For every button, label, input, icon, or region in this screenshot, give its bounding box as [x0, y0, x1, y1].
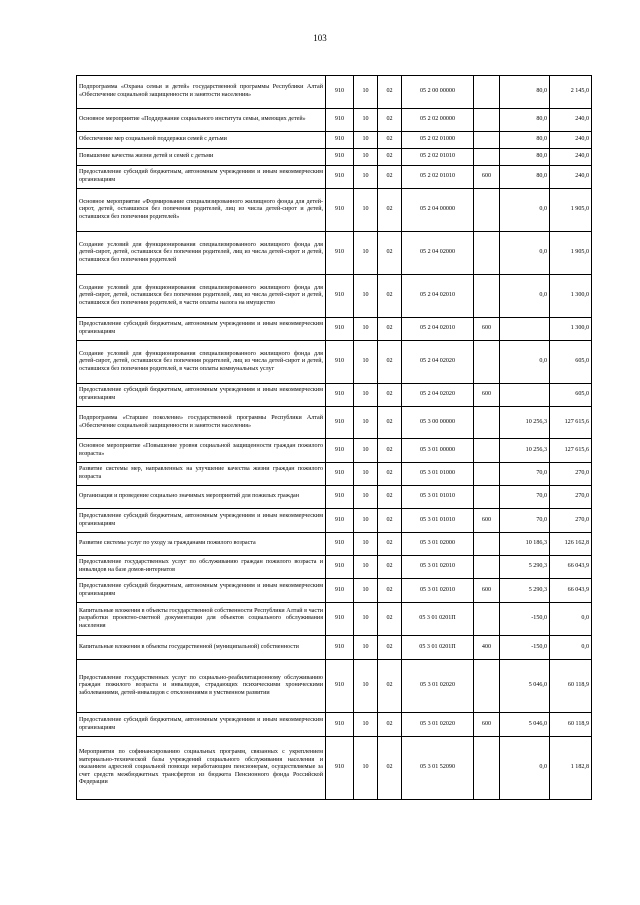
- amount-total-cell: 127 615,6: [550, 439, 592, 463]
- section-code-cell: 10: [354, 463, 378, 486]
- subsection-code-cell: 02: [378, 76, 402, 109]
- row-name-cell: Предоставление субсидий бюджетным, автономным учреждениям и иным некоммерческим организациям: [77, 509, 326, 533]
- section-code-cell: 10: [354, 713, 378, 737]
- table-row: [77, 76, 592, 109]
- amount-total-cell: 270,0: [550, 509, 592, 533]
- table-row: [77, 737, 592, 800]
- subsection-code-cell: 02: [378, 109, 402, 132]
- subsection-code-cell: 02: [378, 275, 402, 318]
- ministry-code-cell: 910: [326, 132, 354, 149]
- amount-total-cell: 1 905,0: [550, 232, 592, 275]
- row-name-cell: Повышение качества жизни детей и семей с детьми: [77, 149, 326, 166]
- target-article-cell: 05 3 01 02010: [402, 579, 474, 603]
- table-row: [77, 275, 592, 318]
- ministry-code-cell: 910: [326, 318, 354, 341]
- section-code-cell: 10: [354, 603, 378, 636]
- target-article-cell: 05 3 01 02020: [402, 660, 474, 713]
- table-row: [77, 341, 592, 384]
- ministry-code-cell: 910: [326, 556, 354, 579]
- subsection-code-cell: 02: [378, 166, 402, 189]
- target-article-cell: 05 2 02 01000: [402, 132, 474, 149]
- ministry-code-cell: 910: [326, 407, 354, 439]
- expense-type-cell: [474, 407, 500, 439]
- section-code-cell: 10: [354, 509, 378, 533]
- section-code-cell: 10: [354, 579, 378, 603]
- section-code-cell: 10: [354, 149, 378, 166]
- amount-change-cell: 0,0: [500, 232, 550, 275]
- amount-change-cell: 5 046,0: [500, 713, 550, 737]
- amount-change-cell: 70,0: [500, 509, 550, 533]
- row-name-cell: Предоставление субсидий бюджетным, автономным учреждениям и иным некоммерческим организациям: [77, 713, 326, 737]
- amount-change-cell: 70,0: [500, 463, 550, 486]
- expense-type-cell: [474, 533, 500, 556]
- target-article-cell: 05 3 01 02000: [402, 533, 474, 556]
- row-name-cell: Основное мероприятие «Поддержание социального института семьи, имеющих детей»: [77, 109, 326, 132]
- table-row: [77, 636, 592, 660]
- table-row: [77, 556, 592, 579]
- row-name-cell: Подпрограмма «Охрана семьи и детей» государственной программы Республики Алтай «Обеспечение социальной защищенности и занятости населения»: [77, 76, 326, 109]
- ministry-code-cell: 910: [326, 109, 354, 132]
- ministry-code-cell: 910: [326, 463, 354, 486]
- table-row: [77, 660, 592, 713]
- row-name-cell: Обеспечение мер социальной поддержки семей с детьми: [77, 132, 326, 149]
- row-name-cell: Предоставление государственных услуг по обслуживанию граждан пожилого возраста и инвалидов на базе домов-интернатов: [77, 556, 326, 579]
- row-name-cell: Предоставление субсидий бюджетным, автономным учреждениям и иным некоммерческим организациям: [77, 166, 326, 189]
- ministry-code-cell: 910: [326, 713, 354, 737]
- target-article-cell: 05 2 04 00000: [402, 189, 474, 232]
- subsection-code-cell: 02: [378, 533, 402, 556]
- amount-change-cell: -150,0: [500, 603, 550, 636]
- section-code-cell: 10: [354, 556, 378, 579]
- row-name-cell: Предоставление государственных услуг по социально-реабилитационному обслуживанию граждан пожилого возраста и инвалидов, страдающих психическими хроническими заболеваниями, детей-инвалидов с отклонениями в умственном развитии: [77, 660, 326, 713]
- row-name-cell: Развитие системы услуг по уходу за гражданами пожилого возраста: [77, 533, 326, 556]
- amount-total-cell: 1 300,0: [550, 318, 592, 341]
- section-code-cell: 10: [354, 189, 378, 232]
- table-row: [77, 109, 592, 132]
- table-row: [77, 189, 592, 232]
- subsection-code-cell: 02: [378, 636, 402, 660]
- ministry-code-cell: 910: [326, 636, 354, 660]
- target-article-cell: 05 2 02 01010: [402, 149, 474, 166]
- subsection-code-cell: 02: [378, 486, 402, 509]
- table-row: [77, 132, 592, 149]
- amount-change-cell: 10 186,3: [500, 533, 550, 556]
- row-name-cell: Подпрограмма «Старшее поколение» государственной программы Республики Алтай «Обеспечение социальной защищенности и занятости населения»: [77, 407, 326, 439]
- amount-change-cell: 5 290,3: [500, 579, 550, 603]
- section-code-cell: 10: [354, 275, 378, 318]
- subsection-code-cell: 02: [378, 232, 402, 275]
- table-row: [77, 166, 592, 189]
- amount-change-cell: 80,0: [500, 166, 550, 189]
- row-name-cell: Мероприятия по софинансированию социальных программ, связанных с укреплением материально-технической базы учреждений социального обслуживания населения и оказанием адресной социальной помощи неработающим пенсионерам, осуществляемые за счет средств межбюджетных трансфертов из бюджета Пенсионного фонда Российской Федерации: [77, 737, 326, 800]
- ministry-code-cell: 910: [326, 533, 354, 556]
- amount-total-cell: 0,0: [550, 603, 592, 636]
- target-article-cell: 05 2 04 02020: [402, 384, 474, 407]
- target-article-cell: 05 3 01 01000: [402, 463, 474, 486]
- amount-total-cell: 0,0: [550, 636, 592, 660]
- target-article-cell: 05 2 04 02020: [402, 341, 474, 384]
- ministry-code-cell: 910: [326, 232, 354, 275]
- subsection-code-cell: 02: [378, 439, 402, 463]
- row-name-cell: Капитальные вложения в объекты государственной (муниципальной) собственности: [77, 636, 326, 660]
- ministry-code-cell: 910: [326, 189, 354, 232]
- ministry-code-cell: 910: [326, 486, 354, 509]
- table-row: [77, 384, 592, 407]
- table-row: [77, 318, 592, 341]
- target-article-cell: 05 3 00 00000: [402, 407, 474, 439]
- table-row: [77, 463, 592, 486]
- amount-total-cell: 1 905,0: [550, 189, 592, 232]
- section-code-cell: 10: [354, 109, 378, 132]
- row-name-cell: Основное мероприятие «Повышение уровня социальной защищенности граждан пожилого возраста»: [77, 439, 326, 463]
- expense-type-cell: [474, 232, 500, 275]
- table-row: [77, 232, 592, 275]
- amount-change-cell: [500, 318, 550, 341]
- expense-type-cell: [474, 486, 500, 509]
- expense-type-cell: 600: [474, 509, 500, 533]
- section-code-cell: 10: [354, 166, 378, 189]
- ministry-code-cell: 910: [326, 166, 354, 189]
- expense-type-cell: 600: [474, 384, 500, 407]
- expense-type-cell: [474, 737, 500, 800]
- amount-total-cell: 1 182,8: [550, 737, 592, 800]
- page-number: 103: [313, 33, 327, 43]
- table-row: [77, 713, 592, 737]
- row-name-cell: Создание условий для функционирования специализированного жилищного фонда для детей-сирот, детей, оставшихся без попечения родителей, лиц из числа детей-сирот и детей, оставшихся без попечения родителей: [77, 232, 326, 275]
- amount-total-cell: 240,0: [550, 132, 592, 149]
- subsection-code-cell: 02: [378, 318, 402, 341]
- target-article-cell: 05 3 01 0201П: [402, 603, 474, 636]
- target-article-cell: 05 3 01 00000: [402, 439, 474, 463]
- ministry-code-cell: 910: [326, 149, 354, 166]
- amount-total-cell: 240,0: [550, 166, 592, 189]
- expense-type-cell: [474, 109, 500, 132]
- ministry-code-cell: 910: [326, 341, 354, 384]
- expense-type-cell: [474, 463, 500, 486]
- table-row: [77, 439, 592, 463]
- target-article-cell: 05 3 01 52090: [402, 737, 474, 800]
- section-code-cell: 10: [354, 486, 378, 509]
- subsection-code-cell: 02: [378, 556, 402, 579]
- amount-total-cell: 605,0: [550, 384, 592, 407]
- amount-total-cell: 605,0: [550, 341, 592, 384]
- row-name-cell: Предоставление субсидий бюджетным, автономным учреждениям и иным некоммерческим организациям: [77, 384, 326, 407]
- amount-change-cell: 10 256,3: [500, 439, 550, 463]
- amount-change-cell: [500, 384, 550, 407]
- expense-type-cell: 600: [474, 318, 500, 341]
- target-article-cell: 05 2 04 02000: [402, 232, 474, 275]
- ministry-code-cell: 910: [326, 439, 354, 463]
- table-row: [77, 603, 592, 636]
- expense-type-cell: [474, 660, 500, 713]
- amount-total-cell: 240,0: [550, 109, 592, 132]
- amount-total-cell: 2 145,0: [550, 76, 592, 109]
- amount-change-cell: 0,0: [500, 737, 550, 800]
- ministry-code-cell: 910: [326, 76, 354, 109]
- section-code-cell: 10: [354, 636, 378, 660]
- expense-type-cell: 600: [474, 166, 500, 189]
- subsection-code-cell: 02: [378, 713, 402, 737]
- target-article-cell: 05 3 01 01010: [402, 509, 474, 533]
- subsection-code-cell: 02: [378, 132, 402, 149]
- amount-total-cell: 60 118,9: [550, 713, 592, 737]
- row-name-cell: Развитие системы мер, направленных на улучшение качества жизни граждан пожилого возраста: [77, 463, 326, 486]
- amount-change-cell: 5 046,0: [500, 660, 550, 713]
- expense-type-cell: 600: [474, 579, 500, 603]
- table-row: [77, 533, 592, 556]
- amount-change-cell: -150,0: [500, 636, 550, 660]
- expense-type-cell: [474, 189, 500, 232]
- subsection-code-cell: 02: [378, 384, 402, 407]
- amount-change-cell: 0,0: [500, 341, 550, 384]
- target-article-cell: 05 2 04 02010: [402, 275, 474, 318]
- amount-change-cell: 5 290,3: [500, 556, 550, 579]
- section-code-cell: 10: [354, 660, 378, 713]
- section-code-cell: 10: [354, 318, 378, 341]
- amount-change-cell: 0,0: [500, 275, 550, 318]
- amount-total-cell: 270,0: [550, 463, 592, 486]
- row-name-cell: Основное мероприятие «Формирование специализированного жилищного фонда для детей-сирот, детей, оставшихся без попечения родителей, лиц из числа детей-сирот и детей, оставшихся без попечения родителей»: [77, 189, 326, 232]
- amount-total-cell: 126 162,8: [550, 533, 592, 556]
- amount-change-cell: 10 256,3: [500, 407, 550, 439]
- subsection-code-cell: 02: [378, 660, 402, 713]
- subsection-code-cell: 02: [378, 189, 402, 232]
- section-code-cell: 10: [354, 384, 378, 407]
- target-article-cell: 05 3 01 02020: [402, 713, 474, 737]
- section-code-cell: 10: [354, 737, 378, 800]
- expense-type-cell: [474, 341, 500, 384]
- section-code-cell: 10: [354, 232, 378, 275]
- ministry-code-cell: 910: [326, 579, 354, 603]
- expense-type-cell: 600: [474, 713, 500, 737]
- target-article-cell: 05 2 02 00000: [402, 109, 474, 132]
- amount-change-cell: 80,0: [500, 76, 550, 109]
- table-row: [77, 579, 592, 603]
- subsection-code-cell: 02: [378, 509, 402, 533]
- expense-type-cell: [474, 439, 500, 463]
- section-code-cell: 10: [354, 132, 378, 149]
- subsection-code-cell: 02: [378, 579, 402, 603]
- ministry-code-cell: 910: [326, 737, 354, 800]
- table-row: [77, 486, 592, 509]
- amount-total-cell: 66 043,9: [550, 556, 592, 579]
- ministry-code-cell: 910: [326, 384, 354, 407]
- ministry-code-cell: 910: [326, 603, 354, 636]
- expense-type-cell: 400: [474, 636, 500, 660]
- section-code-cell: 10: [354, 439, 378, 463]
- target-article-cell: 05 2 02 01010: [402, 166, 474, 189]
- subsection-code-cell: 02: [378, 603, 402, 636]
- expense-type-cell: [474, 275, 500, 318]
- table-row: [77, 149, 592, 166]
- amount-total-cell: 127 615,6: [550, 407, 592, 439]
- amount-change-cell: 0,0: [500, 189, 550, 232]
- budget-table: [76, 75, 592, 800]
- subsection-code-cell: 02: [378, 463, 402, 486]
- amount-total-cell: 66 043,9: [550, 579, 592, 603]
- target-article-cell: 05 3 01 02010: [402, 556, 474, 579]
- amount-total-cell: 240,0: [550, 149, 592, 166]
- ministry-code-cell: 910: [326, 275, 354, 318]
- amount-change-cell: 80,0: [500, 109, 550, 132]
- amount-change-cell: 80,0: [500, 132, 550, 149]
- ministry-code-cell: 910: [326, 660, 354, 713]
- expense-type-cell: [474, 149, 500, 166]
- amount-total-cell: 270,0: [550, 486, 592, 509]
- row-name-cell: Организация и проведение социально значимых мероприятий для пожилых граждан: [77, 486, 326, 509]
- table-row: [77, 407, 592, 439]
- amount-change-cell: 80,0: [500, 149, 550, 166]
- section-code-cell: 10: [354, 76, 378, 109]
- ministry-code-cell: 910: [326, 509, 354, 533]
- subsection-code-cell: 02: [378, 737, 402, 800]
- amount-total-cell: 60 118,9: [550, 660, 592, 713]
- section-code-cell: 10: [354, 533, 378, 556]
- subsection-code-cell: 02: [378, 407, 402, 439]
- row-name-cell: Предоставление субсидий бюджетным, автономным учреждениям и иным некоммерческим организациям: [77, 579, 326, 603]
- subsection-code-cell: 02: [378, 341, 402, 384]
- subsection-code-cell: 02: [378, 149, 402, 166]
- table-row: [77, 509, 592, 533]
- expense-type-cell: [474, 556, 500, 579]
- row-name-cell: Создание условий для функционирования специализированного жилищного фонда для детей-сирот, детей, оставшихся без попечения родителей, лиц из числа детей-сирот и детей, оставшихся без попечения родителей, в части оплаты налога на имущество: [77, 275, 326, 318]
- row-name-cell: Предоставление субсидий бюджетным, автономным учреждениям и иным некоммерческим организациям: [77, 318, 326, 341]
- target-article-cell: 05 3 01 01010: [402, 486, 474, 509]
- row-name-cell: Капитальные вложения в объекты государственной собственности Республики Алтай в части разработки проектно-сметной документации для объектов социального обслуживания населения: [77, 603, 326, 636]
- target-article-cell: 05 2 04 02010: [402, 318, 474, 341]
- section-code-cell: 10: [354, 407, 378, 439]
- expense-type-cell: [474, 76, 500, 109]
- target-article-cell: 05 2 00 00000: [402, 76, 474, 109]
- amount-change-cell: 70,0: [500, 486, 550, 509]
- budget-table-body: [77, 76, 592, 800]
- expense-type-cell: [474, 132, 500, 149]
- row-name-cell: Создание условий для функционирования специализированного жилищного фонда для детей-сирот, детей, оставшихся без попечения родителей, лиц из числа детей-сирот и детей, оставшихся без попечения родителей, в части оплаты коммунальных услуг: [77, 341, 326, 384]
- section-code-cell: 10: [354, 341, 378, 384]
- target-article-cell: 05 3 01 0201П: [402, 636, 474, 660]
- amount-total-cell: 1 300,0: [550, 275, 592, 318]
- expense-type-cell: [474, 603, 500, 636]
